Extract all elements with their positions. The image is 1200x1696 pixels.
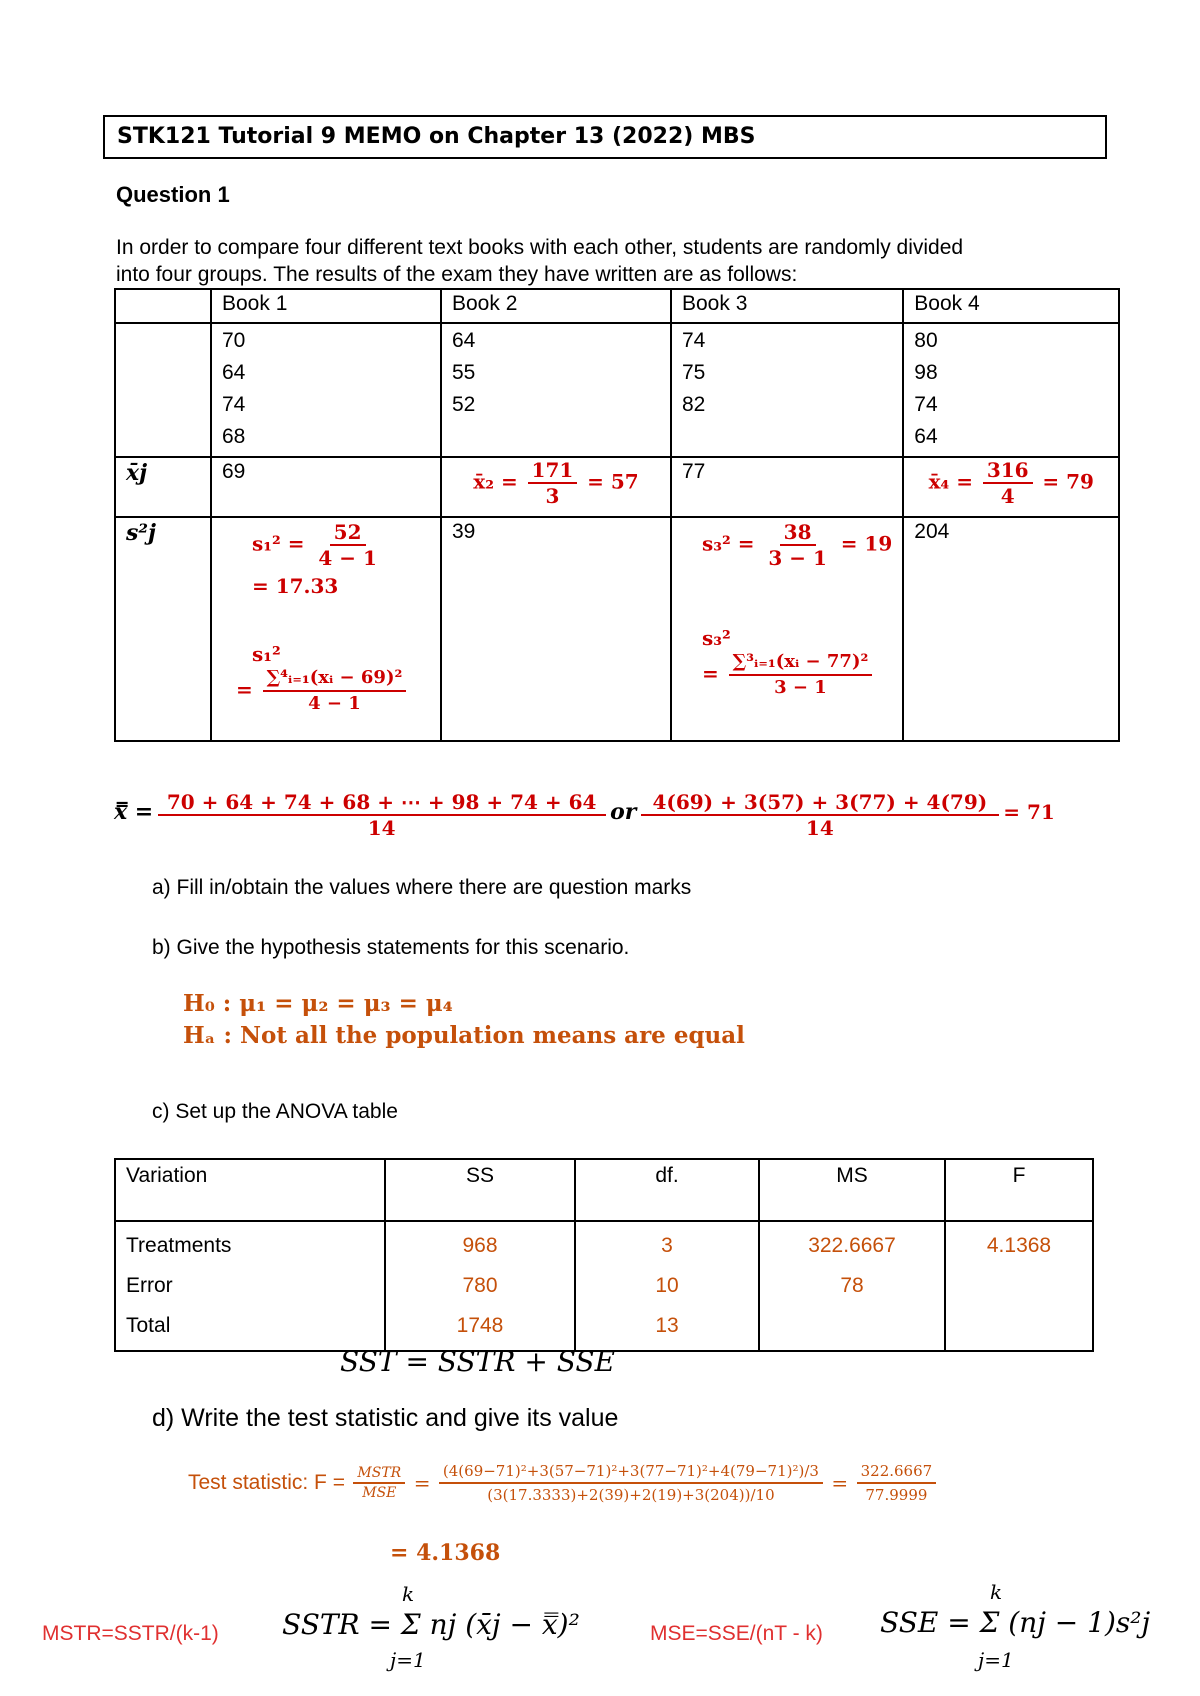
mean-rhs: = 79: [1042, 469, 1094, 494]
book-results-table: [114, 288, 1120, 742]
test-statistic-formula: [188, 1460, 940, 1506]
item-c: c) Set up the ANOVA table: [152, 1100, 398, 1123]
anova-df-column: [575, 1221, 759, 1351]
var-lhs-2: s₃²: [702, 626, 731, 650]
anova-header-f: F: [945, 1159, 1093, 1221]
book-2-values: [441, 323, 671, 457]
header-book-1: Book 1: [211, 289, 441, 323]
page-title: STK121 Tutorial 9 MEMO on Chapter 13 (2022) MBS: [103, 115, 1107, 159]
intro-paragraph: [116, 234, 1116, 288]
var-fraction: [764, 520, 831, 570]
fraction-numerator: 316: [983, 458, 1033, 484]
var-result: = 19: [840, 531, 893, 556]
mstr-definition: MSTR=SSTR/(k-1): [42, 1622, 219, 1645]
header-book-2: Book 2: [441, 289, 671, 323]
fraction-denominator: 3 − 1: [768, 546, 827, 570]
var-sum-fraction: [729, 650, 873, 700]
anova-ss-column: [385, 1221, 575, 1351]
question-heading: Question 1: [116, 182, 230, 207]
or-text: or: [610, 799, 637, 826]
var-eq: =: [236, 677, 253, 702]
variance-row-label: s²j: [115, 517, 211, 741]
anova-df: 3: [661, 1234, 673, 1257]
book-3-values: [671, 323, 903, 457]
item-a: a) Fill in/obtain the values where there are question marks: [152, 876, 692, 899]
test-statistic-label: Test statistic: F =: [188, 1471, 345, 1494]
sse-sum-lower: j=1: [978, 1648, 1014, 1672]
var-lhs: s₃² =: [702, 531, 755, 556]
anova-f-column: [945, 1221, 1093, 1351]
sstr-formula: SSTR = Σ nj (x̄j − x̿)²: [282, 1608, 580, 1641]
item-b: b) Give the hypothesis statements for this scenario.: [152, 936, 630, 959]
value: 80: [914, 329, 938, 352]
value: 74: [914, 393, 938, 416]
fraction-denominator: MSE: [362, 1485, 397, 1501]
anova-ms: 78: [840, 1274, 864, 1297]
anova-ms: [770, 1306, 934, 1346]
sstr-sum-lower: j=1: [390, 1648, 426, 1672]
sst-identity: SST = SSTR + SSE: [340, 1345, 616, 1378]
long-fraction: [439, 1460, 823, 1506]
item-d: d) Write the test statistic and give its value: [152, 1404, 619, 1432]
book-3-variance: [671, 517, 903, 741]
value: 64: [222, 361, 246, 384]
grand-mean-lhs: x̿ =: [114, 799, 154, 826]
value: 64: [914, 425, 938, 448]
var-eq: =: [702, 661, 719, 686]
book-1-variance: [211, 517, 441, 741]
header-book-4: Book 4: [903, 289, 1119, 323]
fraction-numerator: 171: [528, 458, 578, 484]
fraction-numerator: ∑⁴ᵢ₌₁(xᵢ − 69)²: [263, 666, 407, 692]
book-4-values: [903, 323, 1119, 457]
hypothesis-ha: Hₐ : Not all the population means are equal: [183, 1022, 745, 1049]
value: 74: [222, 393, 246, 416]
anova-table: [114, 1158, 1094, 1352]
mean-fraction: [528, 458, 578, 508]
mean-rhs: = 57: [587, 469, 639, 494]
mean-lhs: x̄₄ =: [928, 469, 973, 494]
grand-mean-fraction-2: [645, 790, 995, 840]
mean-lhs: x̄₂ =: [473, 469, 518, 494]
mstr-over-mse: [353, 1464, 405, 1502]
book-2-variance: 39: [441, 517, 671, 741]
result-fraction: [857, 1460, 937, 1506]
anova-source: Error: [126, 1274, 173, 1297]
var-sum-fraction: [263, 666, 407, 716]
fraction-denominator: 4: [1000, 484, 1015, 508]
fraction-denominator: 4 − 1: [308, 693, 361, 714]
anova-source-column: [115, 1221, 385, 1351]
header-book-3: Book 3: [671, 289, 903, 323]
var-result: = 17.33: [252, 574, 339, 598]
value: 64: [452, 329, 476, 352]
eq-sign: =: [413, 1471, 431, 1495]
hypothesis-h0: H₀ : μ₁ = μ₂ = μ₃ = μ₄: [183, 990, 453, 1017]
value: 75: [682, 361, 706, 384]
fraction-numerator: 70 + 64 + 74 + 68 + ⋯ + 98 + 74 + 64: [158, 790, 606, 816]
fraction-numerator: 38: [780, 520, 816, 546]
anova-source: Total: [126, 1314, 171, 1337]
fraction-numerator: 4(69) + 3(57) + 3(77) + 4(79): [641, 790, 999, 816]
mean-row-label: x̄j: [115, 457, 211, 517]
value: 70: [222, 329, 246, 352]
book-3-mean: 77: [671, 457, 903, 517]
anova-ss: 968: [462, 1234, 498, 1257]
book-1-values: [211, 323, 441, 457]
book-4-variance: 204: [903, 517, 1119, 741]
fraction-denominator: 3 − 1: [774, 677, 827, 698]
fraction-denominator: (3(17.3333)+2(39)+2(19)+3(204))/10: [487, 1486, 775, 1504]
grand-mean-formula: [114, 790, 1055, 840]
var-fraction: [314, 520, 381, 570]
fraction-denominator: 3: [545, 484, 560, 508]
grand-mean-result: = 71: [1003, 800, 1055, 825]
fraction-numerator: ∑³ᵢ₌₁(xᵢ − 77)²: [729, 650, 873, 676]
sse-formula: SSE = Σ (nj − 1)s²j: [880, 1606, 1151, 1639]
intro-line: In order to compare four different text books with each other, students are randomly divided: [116, 236, 964, 259]
mean-fraction: [983, 458, 1033, 508]
value: 68: [222, 425, 246, 448]
anova-header-variation: Variation: [115, 1159, 385, 1221]
fraction-denominator: 14: [367, 816, 396, 840]
anova-header-ms: MS: [759, 1159, 945, 1221]
value: 52: [452, 393, 476, 416]
fraction-denominator: 77.9999: [865, 1486, 928, 1504]
sse-sum-upper: k: [990, 1580, 1003, 1604]
fraction-numerator: 52: [330, 520, 366, 546]
corner-cell: [115, 289, 211, 323]
values-label-cell: [115, 323, 211, 457]
book-2-mean: [441, 457, 671, 517]
value: 82: [682, 393, 706, 416]
test-statistic-result: = 4.1368: [390, 1540, 501, 1566]
book-1-mean: 69: [211, 457, 441, 517]
value: 74: [682, 329, 706, 352]
anova-f: 4.1368: [986, 1234, 1052, 1257]
sstr-sum-upper: k: [402, 1582, 415, 1606]
value: 98: [914, 361, 938, 384]
fraction-denominator: 14: [805, 816, 834, 840]
anova-ms-column: [759, 1221, 945, 1351]
anova-source: Treatments: [126, 1234, 232, 1257]
anova-ss: 780: [462, 1274, 498, 1297]
anova-df: 13: [655, 1314, 679, 1337]
fraction-denominator: 4 − 1: [318, 546, 377, 570]
var-lhs-2: s₁²: [252, 642, 281, 666]
fraction-numerator: MSTR: [353, 1464, 405, 1484]
mse-definition: MSE=SSE/(nT - k): [650, 1622, 823, 1645]
eq-sign: =: [831, 1471, 849, 1495]
var-lhs: s₁² =: [252, 531, 305, 556]
anova-header-df: df.: [575, 1159, 759, 1221]
anova-header-ss: SS: [385, 1159, 575, 1221]
intro-line: into four groups. The results of the exam they have written are as follows:: [116, 263, 798, 286]
anova-ss: 1748: [456, 1314, 504, 1337]
anova-df: 10: [655, 1274, 679, 1297]
value: 55: [452, 361, 476, 384]
anova-ms: 322.6667: [808, 1234, 896, 1257]
fraction-numerator: 322.6667: [857, 1460, 937, 1484]
fraction-numerator: (4(69−71)²+3(57−71)²+3(77−71)²+4(79−71)²)/3: [439, 1460, 823, 1484]
book-4-mean: [903, 457, 1119, 517]
grand-mean-fraction-1: [162, 790, 602, 840]
